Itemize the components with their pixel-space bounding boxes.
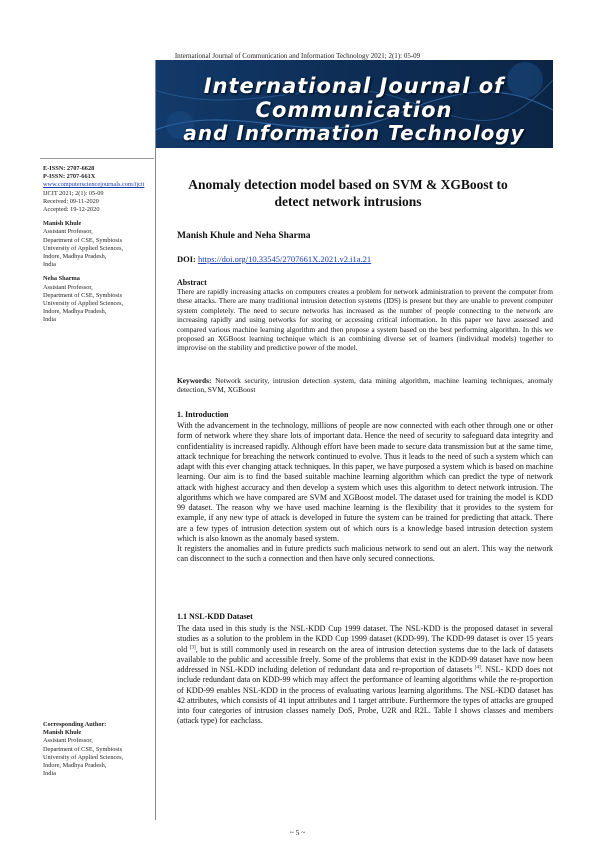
corresponding-author xyxy=(43,721,155,778)
corresponding-role: Assistant Professor, xyxy=(43,737,93,745)
accepted-date: Accepted: 19-12-2020 xyxy=(43,206,100,214)
column-divider xyxy=(155,60,156,820)
doi-label: DOI: xyxy=(177,254,196,264)
sidebar-rule xyxy=(40,158,154,159)
corresponding-label: Corresponding Author: xyxy=(43,721,107,728)
nsl-text-b: , but is still commonly used in research on the area of intrusion detection systems due to the lack of datasets available to the public and accessible freely. Some of the problems that exist in the KDD-99 dataset have now been addressed in NSL-KDD including deletion of redundant data and re-proportion of datasets xyxy=(177,644,554,674)
intro-paragraph-2: It registers the anomalies and in future predicts such malicious network to send out an alert. This way the network can disconnect to the such a connection and then have only secured connections. xyxy=(177,544,553,564)
abstract-heading: Abstract xyxy=(177,278,207,287)
author1-name: Manish Khule xyxy=(43,220,82,228)
corresponding-dept: Department of CSE, Symbiosis xyxy=(43,745,123,753)
keywords xyxy=(177,376,553,395)
banner-line-3: and Information Technology xyxy=(183,121,525,145)
corresponding-name: Manish Khule xyxy=(43,729,82,737)
received-date: Received: 09-11-2020 xyxy=(43,197,99,205)
author1-univ: University of Applied Sciences, xyxy=(43,244,124,252)
intro-heading: 1. Introduction xyxy=(177,410,229,419)
journal-banner xyxy=(155,60,553,148)
nsl-text-a: The data used in this study is the NSL-KDD Cup 1999 dataset. The NSL-KDD is the proposed dataset in several studies as a solution to the problem in the KDD Cup 1999 dataset (KDD-99). The KDD-99 dataset is over 15 years old xyxy=(177,624,553,654)
citation-ref-3[interactable]: [3] xyxy=(189,644,196,650)
intro-section xyxy=(177,421,553,565)
journal-website-link[interactable]: www.computersciencejournals.com/ijcit xyxy=(43,181,145,189)
corresponding-country: India xyxy=(43,770,56,778)
nsl-kdd-heading: 1.1 NSL-KDD Dataset xyxy=(177,612,253,621)
author2-univ: University of Applied Sciences, xyxy=(43,300,124,308)
pissn: P-ISSN: 2707-661X xyxy=(43,173,96,181)
author1-role: Assistant Professor, xyxy=(43,228,93,236)
citation: IJCIT 2021; 2(1): 05-09 xyxy=(43,189,104,197)
abstract-text: There are rapidly increasing attacks on computers creates a problem for network administration to prevent the computer from these attacks. There are many traditional intrusion detection systems (IDS) is present but they are unable to prevent computer system completely. The need to secure networks has increased as the number of people connecting to the network are increasing rapidly and using networks for storing or accessing critical information. In this paper we have assessed and compared various machine learning algorithm and then propose a system based on the best performing algorithm. In this we proposed an XGBoost learning technique which is an combining diverse set of learners (individual models) together to improvise on the stability and predictive power of the model. xyxy=(177,287,553,353)
banner-line-2: Communication xyxy=(255,98,453,122)
author1-city: Indore, Madhya Pradesh, xyxy=(43,253,107,261)
author2-dept: Department of CSE, Symbiosis xyxy=(43,291,123,299)
nsl-kdd-paragraph xyxy=(177,624,553,727)
keywords-text: Network security, intrusion detection system, data mining algorithm, machine learning techniques, anomaly detection, SVM, XGBoost xyxy=(177,376,553,395)
author2-name: Neha Sharma xyxy=(43,275,80,283)
running-head: International Journal of Communication and Information Technology 2021; 2(1): 05-09 xyxy=(174,52,421,60)
corresponding-univ: University of Applied Sciences, xyxy=(43,753,124,761)
author2-role: Assistant Professor, xyxy=(43,283,93,291)
intro-paragraph-1: With the advancement in the technology, millions of people are now connected with each other through one or other form of network where they share lots of important data. Hence the need of security to safeguard data integrity and confidentiality is increased rapidly. Although effort have been made to secure data transmission but at the same time, attack technique for breaching the network continued to evolve. Thus it leads to the need of such a system which can adapt with this ever changing attack techniques. In this paper, we have purposed a system which is based on machine learning. Our aim is to find the based suitable machine learning algorithm which can predict the type of network attack with highest accuracy and then develop a system which uses this algorithm to detect network intrusion. The algorithms which we have compared are SVM and XGBoost model. The dataset used for training the model is KDD 99 dataset. The reason why we have used machine learning is the flexibility that it provides to the system for example, if any new type of attack is developed in future the system can be trained for predicting that attack. There are a few types of intrusion detection system out of which ours is a knowledge based intrusion detection system which is also known as the anomaly based system. xyxy=(177,421,553,543)
author1-country: India xyxy=(43,261,56,269)
keywords-label: Keywords: xyxy=(177,376,212,385)
page-number: ~ 5 ~ xyxy=(289,828,306,837)
citation-ref-4[interactable]: [4] xyxy=(474,665,481,671)
paper-authors: Manish Khule and Neha Sharma xyxy=(177,231,311,241)
doi-link[interactable]: https://doi.org/10.33545/2707661X.2021.v2.i1a.21 xyxy=(198,254,372,264)
nsl-text-c: . NSL- KDD does not include redundant data on KDD-99 which may affect the performance of learning algorithms while the re-proportion of KDD-99 enables NSL-KDD in the process of evaluating various learning algorithms. The NSL-KDD dataset has 42 attributes, which consists of 41 input attributes and 1 target attribute. Furthermore the types of attacks are grouped into four categories of intrusion classes namely DoS, Probe, U2R and R2L. Table I shows classes and members (attack type) for eachclass. xyxy=(177,665,554,726)
author2-city: Indore, Madhya Pradesh, xyxy=(43,308,107,316)
eissn: E-ISSN: 2707-6628 xyxy=(43,165,95,172)
paper-title: Anomaly detection model based on SVM & XGBoost to detect network intrusions xyxy=(188,177,508,209)
author1-dept: Department of CSE, Symbiosis xyxy=(43,236,123,244)
banner-line-1: International Journal of xyxy=(203,74,505,98)
doi-line xyxy=(177,254,553,264)
corresponding-city: Indore, Madhya Pradesh, xyxy=(43,762,107,770)
author2-country: India xyxy=(43,316,56,324)
sidebar-info xyxy=(43,165,155,325)
